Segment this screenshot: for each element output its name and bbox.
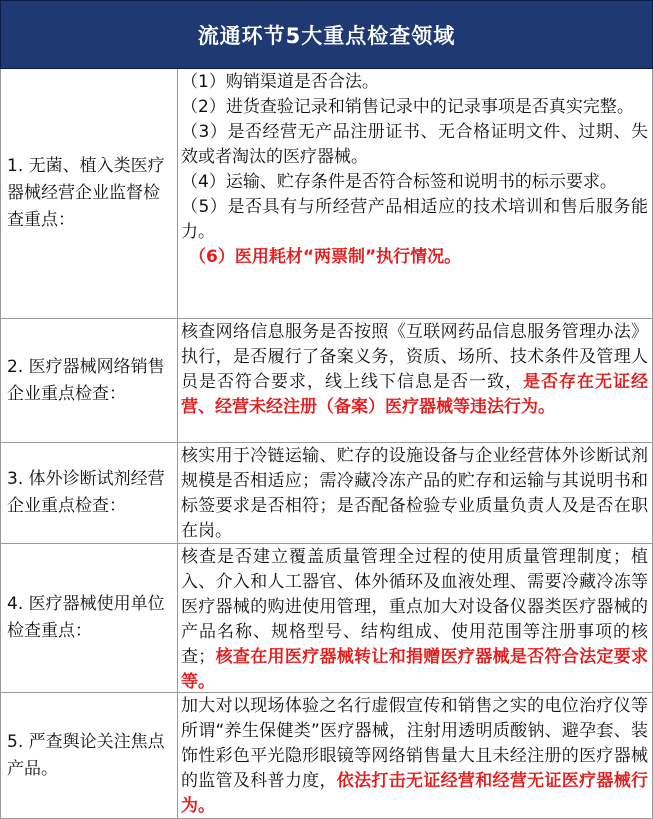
row-5-highlight: 依法打击无证经营和经营无证医疗器械行为。 [181, 771, 649, 816]
row-1-label: 1. 无菌、植入类医疗器械经营企业监督检查重点： [0, 69, 178, 319]
row-1-item-2: （2）进货查验记录和销售记录中的记录事项是否真实完整。 [181, 97, 634, 117]
row-2-highlight: 是否存在无证经营、经营未经注册（备案）医疗器械等违法行为。 [181, 372, 648, 417]
row-4-content [178, 544, 653, 693]
row-3-content [178, 443, 653, 544]
table-row-5 [0, 693, 653, 819]
row-4-label: 4. 医疗器械使用单位检查重点： [0, 544, 178, 693]
row-2-text: 核查网络信息服务是否按照《互联网药品信息服务管理办法》执行，是否履行了备案义务，资质、场所、技术条件及管理人员是否符合要求，线上线下信息是否一致， [181, 322, 648, 392]
table-title: 流通环节5大重点检查领域 [0, 0, 653, 69]
row-1-highlight: （6）医用耗材“两票制”执行情况。 [189, 247, 462, 267]
table-row-2 [0, 319, 653, 443]
row-5-content [178, 693, 653, 819]
table-row-1 [0, 69, 653, 319]
table-row-4 [0, 544, 653, 693]
row-1-item-4: （4）运输、贮存条件是否符合标签和说明书的标示要求。 [181, 172, 617, 192]
row-1-item-1: （1）购销渠道是否合法。 [181, 72, 379, 92]
row-2-content [178, 319, 653, 443]
row-4-text: 核查是否建立覆盖质量管理全过程的使用质量管理制度；植入、介入和人工器官、体外循环及血液处理、需要冷藏冷冻等医疗器械的购进使用管理，重点加大对设备仪器类医疗器械的产品名称、规格型号、结构组成、使用范围等注册事项的核查； [181, 547, 648, 667]
row-1-item-5: （5）是否具有与所经营产品相适应的技术培训和售后服务能力。 [181, 197, 648, 242]
row-1-item-3: （3）是否经营无产品注册证书、无合格证明文件、过期、失效或者淘汰的医疗器械。 [181, 122, 648, 167]
row-2-label: 2. 医疗器械网络销售企业重点检查： [0, 319, 178, 443]
table-row-3 [0, 443, 653, 544]
row-4-highlight: 核查在用医疗器械转让和捐赠医疗器械是否符合法定要求等。 [181, 647, 649, 692]
row-3-label: 3. 体外诊断试剂经营企业重点检查： [0, 443, 178, 544]
row-1-content [178, 69, 653, 319]
row-5-text: 加大对以现场体验之名行虚假宣传和销售之实的电位治疗仪等所谓“养生保健类”医疗器械，注射用透明质酸钠、避孕套、装饰性彩色平光隐形眼镜等网络销售量大且未经注册的医疗器械的监管及科普力度， [181, 696, 648, 791]
row-3-text: 核实用于冷链运输、贮存的设施设备与企业经营体外诊断试剂规模是否相适应；需冷藏冷冻产品的贮存和运输与其说明书和标签要求是否相符；是否配备检验专业质量负责人及是否在职在岗。 [181, 446, 648, 541]
row-5-label: 5. 严查舆论关注焦点产品。 [0, 693, 178, 819]
